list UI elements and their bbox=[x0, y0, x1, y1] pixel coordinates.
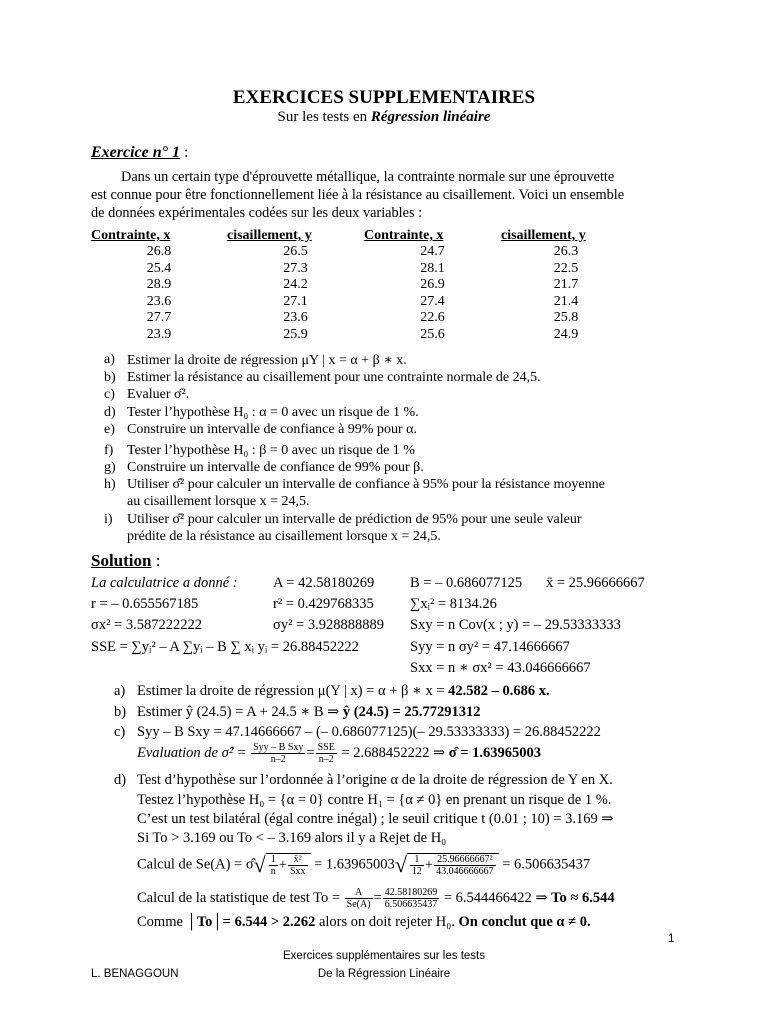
cell: 27.7 bbox=[146, 310, 172, 325]
question-key: a) bbox=[104, 352, 115, 367]
footer-author: L. BENAGGOUN bbox=[91, 968, 179, 980]
page-number: 1 bbox=[668, 933, 675, 945]
table-row bbox=[91, 310, 631, 327]
calc-label: La calculatrice a donné : bbox=[91, 575, 238, 591]
footer-line-1: Exercices supplémentaires sur les tests bbox=[283, 950, 485, 962]
to-result: = 6.544466422 ⇒ bbox=[443, 889, 552, 906]
table-row bbox=[91, 327, 631, 344]
question-key: d) bbox=[104, 405, 116, 420]
cell: 26.8 bbox=[146, 244, 172, 259]
fraction-denominator: n–2 bbox=[270, 754, 286, 765]
to-final: To ≈ 6.544 bbox=[551, 889, 615, 906]
subtitle-prefix: Sur les tests en bbox=[277, 109, 371, 125]
step-text: Test d’hypothèse sur l’ordonnée à l’origine α de la droite de régression de Y en X. bbox=[137, 772, 613, 788]
cell: 25.9 bbox=[283, 326, 308, 342]
value-A: A = 42.58180269 bbox=[273, 575, 375, 591]
fraction bbox=[269, 854, 278, 877]
exercise-heading bbox=[91, 144, 189, 162]
cell: 27.1 bbox=[283, 293, 308, 309]
cell: 24.7 bbox=[420, 244, 445, 259]
to-calculation: Calcul de la statistique de test To = $\frac{A}{Se(A)}$ = $\frac{42.58180269}{6.506635437}$ = 6.544466422 ⇒ To ≈ 6.544 bbox=[137, 887, 615, 910]
question-text: Evaluer σ̂². bbox=[127, 387, 190, 402]
eval-sigma-result: σ̂ = 1.63965003 bbox=[448, 744, 542, 761]
fraction bbox=[383, 887, 440, 910]
value-sse: SSE = ∑yᵢ² – A ∑yᵢ – B ∑ xᵢ yᵢ = 26.88452222 bbox=[91, 639, 359, 655]
header-cisaillement-y-1: cisaillement, y bbox=[227, 228, 312, 243]
step-a-result: 42.582 – 0.686 x. bbox=[448, 683, 550, 699]
footer-line-2: De la Régression Linéaire bbox=[317, 968, 451, 980]
to-label: Calcul de la statistique de test To = bbox=[137, 889, 341, 906]
intro-line-3: de données expérimentales codées sur les deux variables : bbox=[91, 205, 423, 221]
cell: 24.2 bbox=[283, 277, 308, 292]
cell: 23.9 bbox=[146, 326, 172, 342]
step-text: Syy – B Sxy = 47.14666667 – (– 0.686077125)(– 29.53333333) = 26.88452222 bbox=[137, 724, 601, 740]
reject-rule-line: Si To > 3.169 ou To < – 3.169 alors il y a Rejet de H₀ bbox=[137, 830, 447, 846]
fraction-denominator: Sxx bbox=[289, 866, 306, 877]
conclusion-prefix: Comme bbox=[137, 914, 187, 930]
fraction bbox=[345, 887, 373, 910]
conclusion-comparison: │To│= 6.544 > 2.262 bbox=[186, 914, 316, 930]
se-a-mid: = 1.63965003 bbox=[314, 856, 395, 873]
question-text: Utiliser σ̂² pour calculer un intervalle de confiance à 95% pour la résistance moyenne bbox=[127, 477, 605, 492]
question-key: e) bbox=[104, 422, 115, 437]
value-sxx: Sxx = n ∗ σx² = 43.046666667 bbox=[410, 660, 591, 676]
fraction-denominator: Se(A) bbox=[346, 899, 371, 910]
cell: 21.4 bbox=[553, 293, 579, 309]
solution-colon: : bbox=[151, 551, 161, 570]
cell: 22.5 bbox=[553, 260, 579, 276]
question-text: Tester l’hypothèse H₀ : α = 0 avec un risque de 1 %. bbox=[127, 405, 419, 420]
table-row bbox=[91, 244, 631, 261]
question-key: f) bbox=[104, 443, 114, 458]
question-key: g) bbox=[104, 460, 116, 475]
fraction bbox=[316, 742, 337, 765]
cell: 25.8 bbox=[553, 310, 579, 325]
step-key: c) bbox=[114, 724, 126, 740]
document-title: EXERCICES SUPPLEMENTAIRES bbox=[232, 87, 536, 108]
fraction-denominator: 43.046666667 bbox=[436, 866, 494, 877]
step-b-result: ŷ (24.5) = 25.77291312 bbox=[342, 704, 481, 720]
value-sumx2: ∑xᵢ² = 8134.26 bbox=[410, 596, 497, 612]
question-text: prédite de la résistance au cisaillement lorsque x = 24,5. bbox=[127, 529, 441, 544]
fraction-numerator: Syy – B Sxy bbox=[253, 742, 304, 753]
value-r: r = – 0.655567185 bbox=[91, 596, 199, 612]
value-sigma-x2: σx² = 3.587222222 bbox=[91, 617, 202, 633]
data-table bbox=[91, 227, 631, 343]
step-key: d) bbox=[114, 772, 127, 788]
question-text: Estimer la droite de régression μY | x = α + β ∗ x. bbox=[127, 353, 407, 368]
value-xbar: x̄ = 25.96666667 bbox=[546, 575, 645, 591]
cell: 26.9 bbox=[420, 277, 445, 292]
question-key: i) bbox=[104, 512, 113, 527]
exercise-colon: : bbox=[180, 144, 189, 161]
fraction-denominator: n bbox=[270, 866, 276, 877]
fraction-numerator: 25.96666667² bbox=[434, 854, 496, 866]
step-key: b) bbox=[114, 704, 127, 720]
sqrt-icon: √ bbox=[253, 852, 266, 877]
value-B: B = – 0.686077125 bbox=[410, 575, 523, 591]
step-text bbox=[137, 704, 480, 721]
cell: 21.7 bbox=[553, 277, 579, 292]
header-contrainte-x-2: Contrainte, x bbox=[364, 228, 444, 243]
eval-label: Evaluation de σ̂² = bbox=[137, 744, 247, 761]
hypothesis-line: Testez l’hypothèse H₀ = {α = 0} contre H₁ = {α ≠ 0} en prenant un risque de 1 %. bbox=[137, 792, 612, 808]
se-a-label: Calcul de Se(A) = σ̂ bbox=[137, 856, 254, 873]
question-text: Utiliser σ̂² pour calculer un intervalle de prédiction de 95% pour une seule valeur bbox=[127, 512, 582, 527]
subtitle-emphasis: Régression linéaire bbox=[370, 109, 491, 125]
document-subtitle bbox=[0, 109, 768, 126]
fraction bbox=[251, 742, 305, 765]
cell: 28.1 bbox=[420, 260, 445, 276]
cell: 23.6 bbox=[283, 310, 308, 325]
table-row bbox=[91, 261, 631, 278]
fraction-numerator: A bbox=[345, 887, 373, 899]
cell: 23.6 bbox=[146, 293, 172, 309]
evaluation-sigma: Evaluation de σ̂² = $\frac{\text{Syy – B Sxy}}{n-2}$ = $\frac{\text{SSE}}{n-2}$ = 2.688452222 ⇒ σ̂ = 1.63965003 bbox=[137, 742, 542, 765]
question-text: au cisaillement lorsque x = 24,5. bbox=[127, 494, 310, 509]
header-contrainte-x-1: Contrainte, x bbox=[91, 228, 171, 243]
question-text: Construire un intervalle de confiance à 99% pour α. bbox=[127, 422, 417, 437]
step-key: a) bbox=[114, 683, 126, 699]
cell: 25.4 bbox=[146, 260, 172, 276]
radicand: $\frac{1}{n}$ + $\frac{\text{x̄²}}{\text{Sxx}}$ bbox=[266, 853, 311, 877]
cell: 28.9 bbox=[146, 277, 172, 292]
fraction-numerator: 42.58180269 bbox=[384, 887, 438, 898]
fraction-denominator: n–2 bbox=[318, 754, 334, 765]
sqrt-icon: √ bbox=[394, 852, 407, 877]
cell: 27.4 bbox=[420, 293, 445, 309]
intro-line-2: est connue pour être fonctionnellement liée à la résistance au cisaillement. Voici un ensemble bbox=[91, 187, 625, 203]
critical-value-line: C’est un test bilatéral (égal contre inégal) ; le seuil critique t (0.01 ; 10) = 3.169 ⇒ bbox=[137, 811, 614, 827]
fraction bbox=[410, 854, 424, 877]
fraction-numerator: 1 bbox=[410, 854, 424, 866]
value-sxy: Sxy = n Cov(x ; y) = – 29.53333333 bbox=[410, 617, 621, 633]
question-text: Construire un intervalle de confiance de 99% pour β. bbox=[127, 460, 424, 475]
step-text bbox=[137, 683, 550, 700]
eval-result: = 2.688452222 ⇒ bbox=[341, 744, 449, 761]
radicand: $\frac{1}{12}$ + $\frac{\text{25.96666667²}}{43.046666667}$ bbox=[407, 853, 499, 877]
table-row bbox=[91, 294, 631, 311]
value-r2: r² = 0.429768335 bbox=[273, 596, 374, 612]
fraction bbox=[434, 854, 496, 877]
fraction-denominator: 12 bbox=[411, 866, 422, 877]
fraction bbox=[288, 854, 308, 877]
question-key: h) bbox=[104, 477, 116, 492]
step-b-text: Estimer ŷ (24.5) = A + 24.5 ∗ B ⇒ bbox=[137, 704, 343, 720]
table-row bbox=[91, 277, 631, 294]
cell: 24.9 bbox=[553, 326, 579, 342]
fraction-numerator: 1 bbox=[270, 854, 276, 865]
conclusion-middle: alors on doit rejeter H₀. bbox=[315, 914, 459, 930]
cell: 25.6 bbox=[420, 326, 445, 342]
question-key: c) bbox=[104, 387, 115, 402]
exercise-label: Exercice n° 1 bbox=[91, 144, 181, 161]
se-a-result: = 6.506635437 bbox=[502, 856, 591, 873]
question-text: Tester l’hypothèse H₀ : β = 0 avec un risque de 1 % bbox=[127, 443, 415, 458]
table-header-row bbox=[91, 227, 631, 244]
se-a-calculation bbox=[137, 852, 590, 878]
conclusion-line bbox=[137, 914, 591, 931]
solution-heading bbox=[91, 551, 160, 571]
cell: 26.3 bbox=[553, 244, 579, 259]
question-text: Estimer la résistance au cisaillement pour une contrainte normale de 24,5. bbox=[127, 370, 541, 385]
question-key: b) bbox=[104, 370, 116, 385]
conclusion-result: On conclut que α ≠ 0. bbox=[458, 914, 591, 930]
fraction-numerator: SSE bbox=[317, 742, 335, 753]
value-sigma-y2: σy² = 3.928888889 bbox=[273, 617, 384, 633]
header-cisaillement-y-2: cisaillement, y bbox=[501, 228, 586, 243]
cell: 22.6 bbox=[420, 310, 445, 325]
intro-line-1: Dans un certain type d'éprouvette métallique, la contrainte normale sur une éprouvette bbox=[121, 169, 615, 185]
value-syy: Syy = n σy² = 47.14666667 bbox=[410, 639, 570, 655]
cell: 26.5 bbox=[283, 244, 308, 259]
cell: 27.3 bbox=[283, 260, 308, 276]
fraction-numerator: x̄² bbox=[288, 854, 308, 866]
solution-label: Solution bbox=[91, 551, 152, 570]
fraction-denominator: 6.506635437 bbox=[384, 899, 438, 910]
step-a-text: Estimer la droite de régression μ(Y | x) = α + β ∗ x = bbox=[137, 683, 449, 699]
